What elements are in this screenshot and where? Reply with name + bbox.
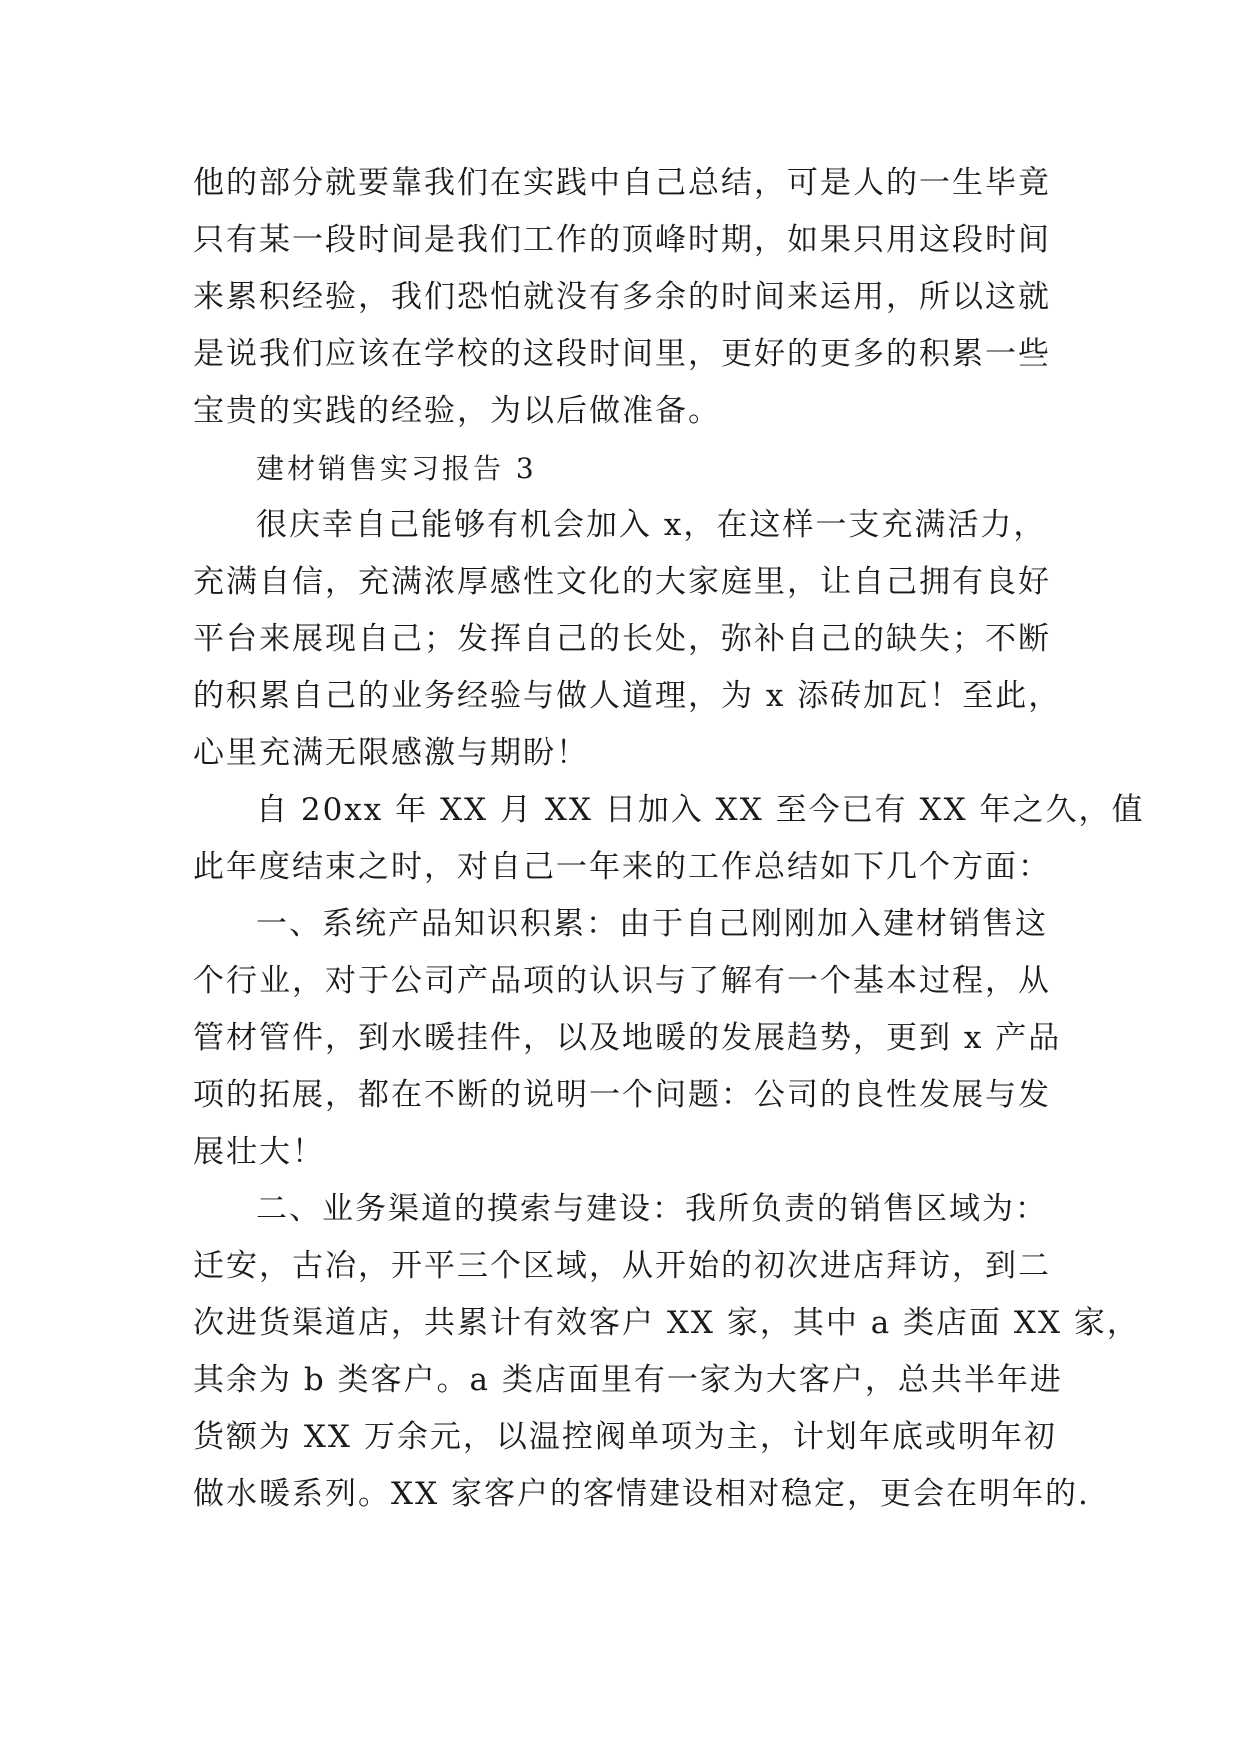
- paragraph-line: 充满自信，充满浓厚感性文化的大家庭里，让自己拥有良好: [193, 564, 1051, 600]
- paragraph-line: 其余为 b 类客户。a 类店面里有一家为大客户，总共半年进: [193, 1362, 1063, 1398]
- paragraph-line: 一、系统产品知识积累：由于自己刚刚加入建材销售这: [256, 906, 1048, 942]
- paragraph-line: 他的部分就要靠我们在实践中自己总结，可是人的一生毕竟: [193, 165, 1051, 201]
- paragraph-line: 货额为 XX 万余元，以温控阀单项为主，计划年底或明年初: [193, 1419, 1057, 1455]
- paragraph-line: 来累积经验，我们恐怕就没有多余的时间来运用，所以这就: [193, 279, 1051, 315]
- paragraph-line: 展壮大！: [193, 1134, 325, 1170]
- paragraph-line: 做水暖系列。XX 家客户的客情建设相对稳定，更会在明年的.: [193, 1476, 1090, 1512]
- paragraph-line: 项的拓展，都在不断的说明一个问题：公司的良性发展与发: [193, 1077, 1051, 1113]
- paragraph-line: 管材管件，到水暖挂件，以及地暖的发展趋势，更到 x 产品: [193, 1020, 1062, 1056]
- paragraph-line: 只有某一段时间是我们工作的顶峰时期，如果只用这段时间: [193, 222, 1051, 258]
- document-body: [193, 155, 1145, 1523]
- paragraph-line: 平台来展现自己；发挥自己的长处，弥补自己的缺失；不断: [193, 621, 1051, 657]
- paragraph-line: 宝贵的实践的经验，为以后做准备。: [193, 393, 721, 429]
- paragraph-line: 个行业，对于公司产品项的认识与了解有一个基本过程，从: [193, 963, 1051, 999]
- paragraph-line: 是说我们应该在学校的这段时间里，更好的更多的积累一些: [193, 336, 1051, 372]
- paragraph-line: 心里充满无限感激与期盼！: [193, 735, 589, 771]
- section-heading: 建材销售实习报告 3: [256, 452, 537, 485]
- paragraph-line: 此年度结束之时，对自己一年来的工作总结如下几个方面：: [193, 849, 1051, 885]
- paragraph-line: 的积累自己的业务经验与做人道理，为 x 添砖加瓦！至此，: [193, 678, 1062, 714]
- paragraph-line: 自 20xx 年 XX 月 XX 日加入 XX 至今已有 XX 年之久，值: [256, 792, 1145, 828]
- paragraph-line: 次进货渠道店，共累计有效客户 XX 家，其中 a 类店面 XX 家，: [193, 1305, 1140, 1341]
- paragraph-line: 迁安，古冶，开平三个区域，从开始的初次进店拜访，到二: [193, 1248, 1051, 1284]
- paragraph-line: 很庆幸自己能够有机会加入 x，在这样一支充满活力，: [256, 507, 1047, 543]
- paragraph-line: 二、业务渠道的摸索与建设：我所负责的销售区域为：: [256, 1191, 1048, 1227]
